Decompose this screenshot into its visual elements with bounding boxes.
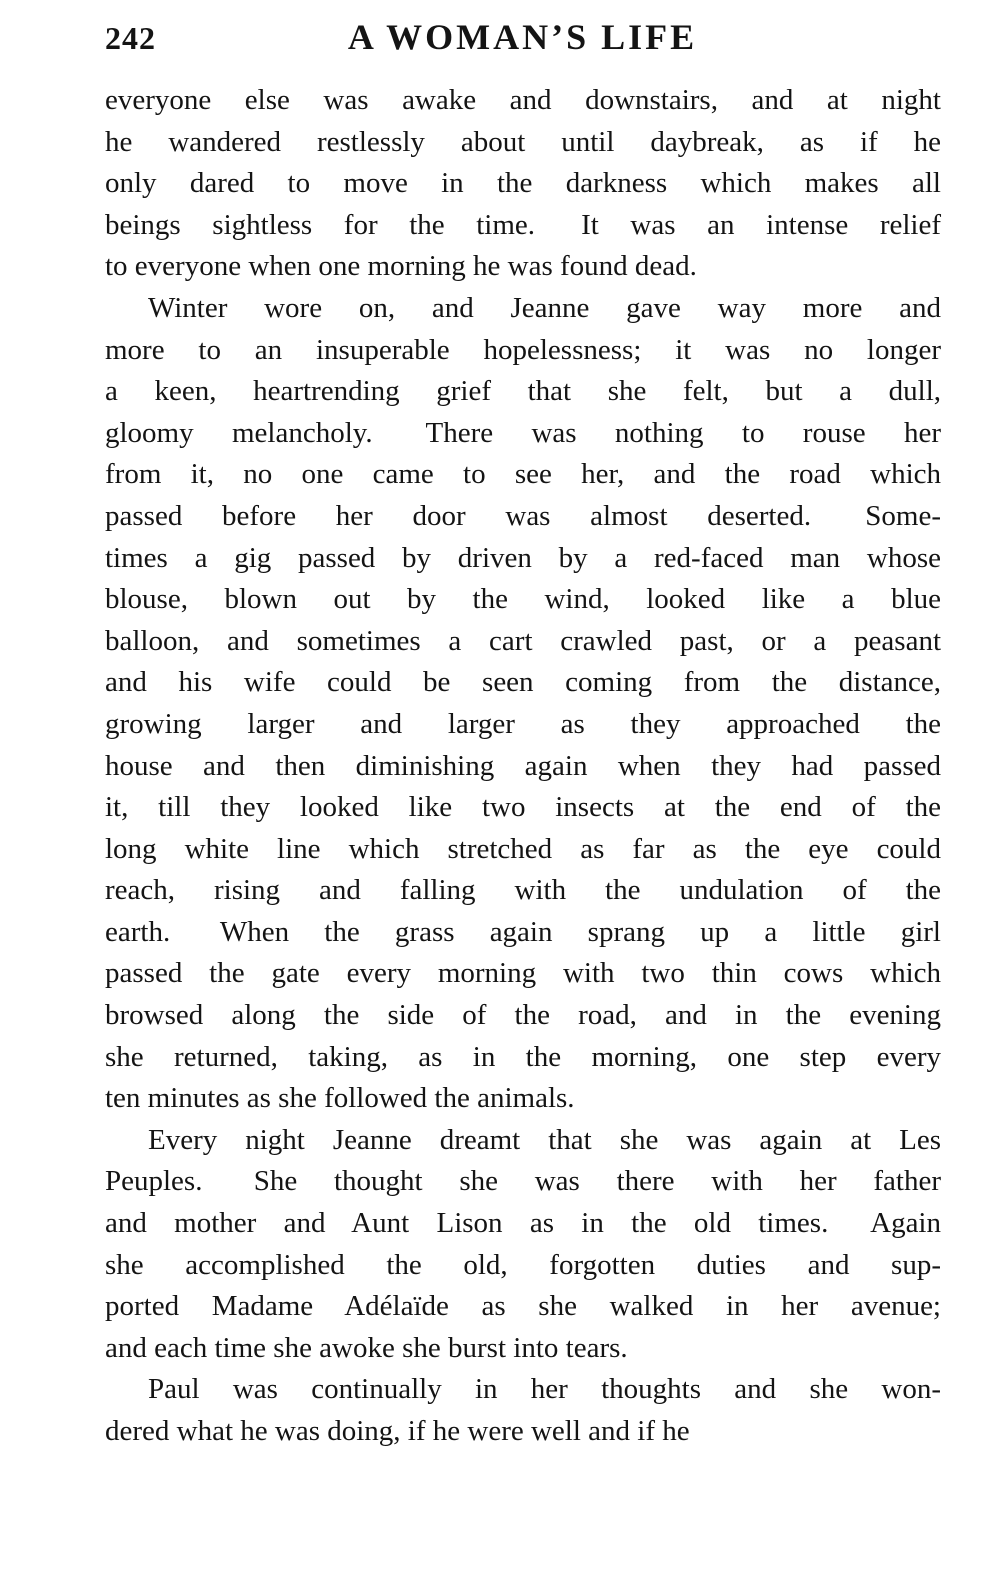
text-line: from it, no one came to see her, and the road which (105, 458, 941, 491)
text-line: ten minutes as she followed the animals. (105, 1082, 575, 1115)
text-line: growing larger and larger as they approached the (105, 707, 941, 740)
text-line: browsed along the side of the road, and in the evening (105, 999, 941, 1032)
text-line: ported Madame Adélaïde as she walked in her avenue; (105, 1290, 941, 1323)
text-line: dered what he was doing, if he were well and if he (105, 1415, 690, 1447)
text-line: blouse, blown out by the wind, looked like a blue (105, 583, 941, 616)
text-block (105, 80, 941, 1453)
text-line: Peuples. She thought she was there with her father (105, 1165, 941, 1198)
text-line: gloomy melancholy. There was nothing to rouse her (105, 416, 941, 449)
text-line: earth. When the grass again sprang up a little girl (105, 915, 941, 948)
page-header (105, 16, 940, 60)
text-line: passed before her door was almost deserted. Some- (105, 499, 941, 532)
text-line: reach, rising and falling with the undulation of the (105, 874, 941, 907)
text-line: it, till they looked like two insects at the end of the (105, 791, 941, 824)
text-line: she returned, taking, as in the morning, one step every (105, 1040, 941, 1073)
text-line: balloon, and sometimes a cart crawled past, or a peasant (105, 624, 941, 657)
page-number: 242 (105, 20, 156, 56)
text-line: and his wife could be seen coming from the distance, (105, 666, 941, 699)
text-line: Paul was continually in her thoughts and she won- (148, 1373, 941, 1406)
text-line: long white line which stretched as far as the eye could (105, 832, 941, 865)
text-line: house and then diminishing again when they had passed (105, 749, 941, 782)
text-line: only dared to move in the darkness which makes all (105, 167, 941, 200)
text-line: more to an insuperable hopelessness; it was no longer (105, 333, 941, 366)
text-line: she accomplished the old, forgotten duties and sup- (105, 1248, 941, 1281)
text-line: he wandered restlessly about until daybreak, as if he (105, 125, 941, 158)
text-line: passed the gate every morning with two thin cows which (105, 957, 941, 990)
text-line: a keen, heartrending grief that she felt, but a dull, (105, 375, 941, 408)
text-line: everyone else was awake and downstairs, and at night (105, 84, 941, 116)
text-line: and mother and Aunt Lison as in the old times. Again (105, 1207, 941, 1240)
text-line: times a gig passed by driven by a red-faced man whose (105, 541, 941, 574)
text-line: beings sightless for the time. It was an intense relief (105, 208, 941, 241)
text-line: Every night Jeanne dreamt that she was again at Les (148, 1123, 941, 1156)
text-line: and each time she awoke she burst into tears. (105, 1331, 628, 1364)
running-title: A WOMAN’S LIFE (347, 17, 698, 57)
text-line: to everyone when one morning he was found dead. (105, 250, 697, 283)
text-line: Winter wore on, and Jeanne gave way more and (148, 291, 941, 324)
